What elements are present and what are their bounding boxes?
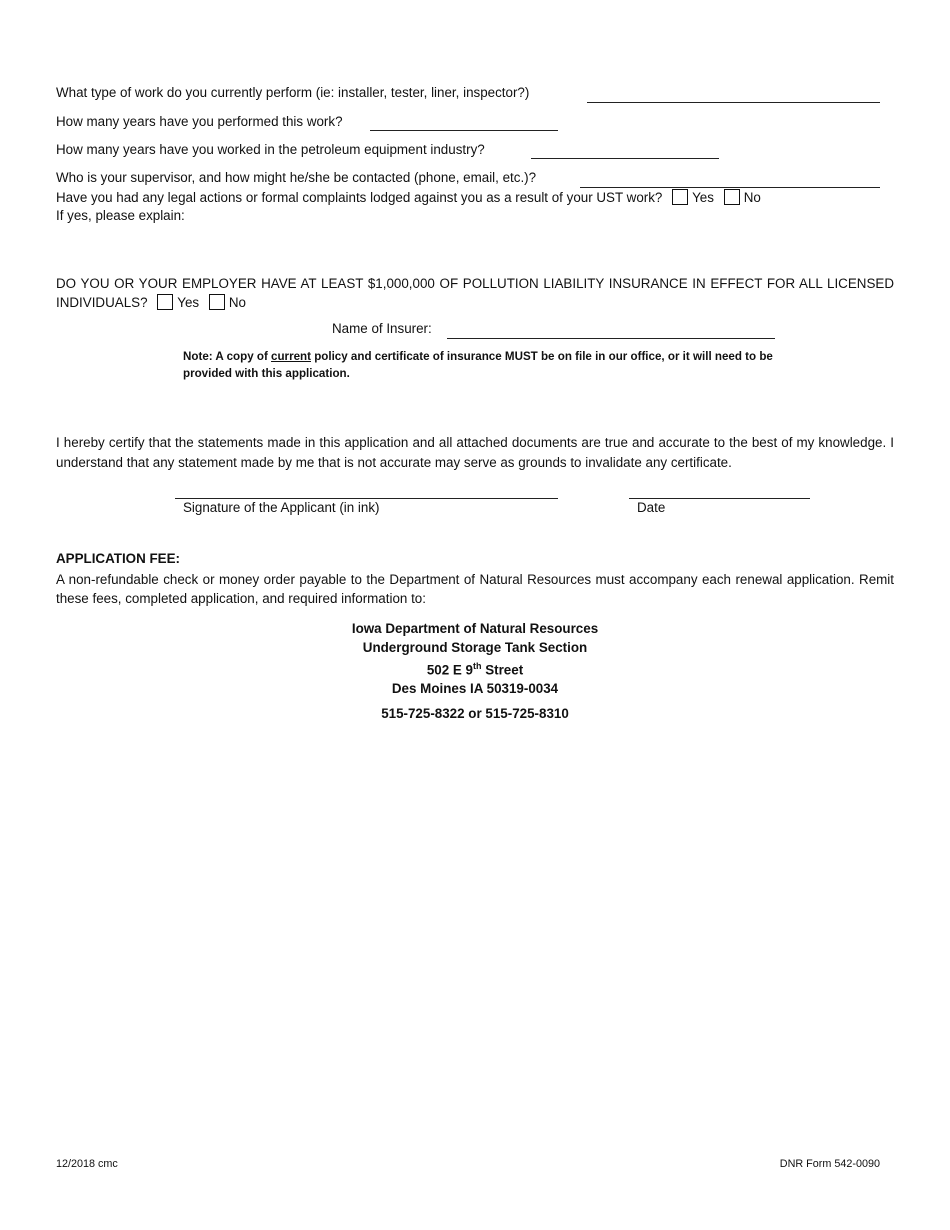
- insurance-yes-label: Yes: [177, 295, 200, 310]
- question-years-industry: How many years have you worked in the petroleum equipment industry?: [56, 142, 485, 157]
- address-line1: Iowa Department of Natural Resources: [351, 621, 599, 636]
- signature-label: Signature of the Applicant (in ink): [183, 500, 380, 515]
- legal-no-checkbox[interactable]: [724, 189, 740, 205]
- address-line4: Des Moines IA 50319-0034: [391, 681, 559, 697]
- insurance-question-text: DO YOU OR YOUR EMPLOYER HAVE AT LEAST $1,000,000 OF POLLUTION LIABILITY INSURANCE IN EFFECT FOR ALL LICENSED INDIVIDUALS?: [56, 276, 894, 310]
- note-current: current: [271, 350, 311, 363]
- address-line2: Underground Storage Tank Section: [362, 640, 588, 655]
- footer-date-code: 12/2018 cmc: [56, 1158, 118, 1170]
- work-type-answer-line[interactable]: [587, 102, 880, 103]
- legal-yes-checkbox[interactable]: [672, 189, 688, 205]
- phone-numbers: 515-725-8322 or 515-725-8310: [381, 706, 569, 721]
- address-line3: [0, 657, 950, 679]
- legal-actions-text: Have you had any legal actions or formal complaints lodged against you as a result of your UST work?: [56, 190, 663, 205]
- signature-line[interactable]: [175, 498, 558, 499]
- question-legal-actions: [56, 189, 761, 205]
- street-prefix: 502 E 9: [426, 662, 473, 678]
- question-supervisor: Who is your supervisor, and how might he/she be contacted (phone, email, etc.)?: [56, 170, 537, 185]
- years-industry-answer-line[interactable]: [531, 158, 719, 159]
- question-years-work: How many years have you performed this work?: [56, 114, 343, 129]
- insurance-no-checkbox[interactable]: [209, 294, 225, 310]
- certification-text: I hereby certify that the statements made in this application and all attached documents are true and accurate to the best of my knowledge. I understand that any statement made by me that is not accurate may serve as grounds to invalidate any certificate.: [56, 435, 894, 470]
- years-work-answer-line[interactable]: [370, 130, 558, 131]
- note-prefix: Note: A copy of: [183, 350, 272, 363]
- footer-form-number: DNR Form 542-0090: [779, 1158, 880, 1170]
- insurance-question: [56, 274, 894, 312]
- fee-text: A non-refundable check or money order payable to the Department of Natural Resources must accompany each renewal application. Remit these fees, completed application, and required information to:: [56, 572, 894, 606]
- legal-no-label: No: [743, 190, 761, 205]
- mailing-address: [0, 619, 950, 698]
- insurance-no-label: No: [228, 295, 246, 310]
- fee-heading: APPLICATION FEE:: [56, 551, 180, 566]
- date-line[interactable]: [629, 498, 810, 499]
- insurance-yes-checkbox[interactable]: [157, 294, 173, 310]
- supervisor-answer-line[interactable]: [580, 187, 880, 188]
- insurer-answer-line[interactable]: [447, 338, 775, 339]
- note-suffix: policy and certificate of insurance MUST be on file in our office, or it will need to be provided with this application.: [183, 350, 773, 380]
- insurer-label: Name of Insurer:: [332, 321, 432, 336]
- insurance-note: [183, 348, 803, 382]
- street-suffix: Street: [481, 662, 524, 678]
- street-suffix-sup: th: [472, 661, 482, 671]
- legal-yes-label: Yes: [692, 190, 714, 205]
- question-work-type: What type of work do you currently perform (ie: installer, tester, liner, inspector?): [56, 85, 530, 100]
- explain-label: If yes, please explain:: [56, 208, 185, 223]
- date-label: Date: [637, 500, 666, 515]
